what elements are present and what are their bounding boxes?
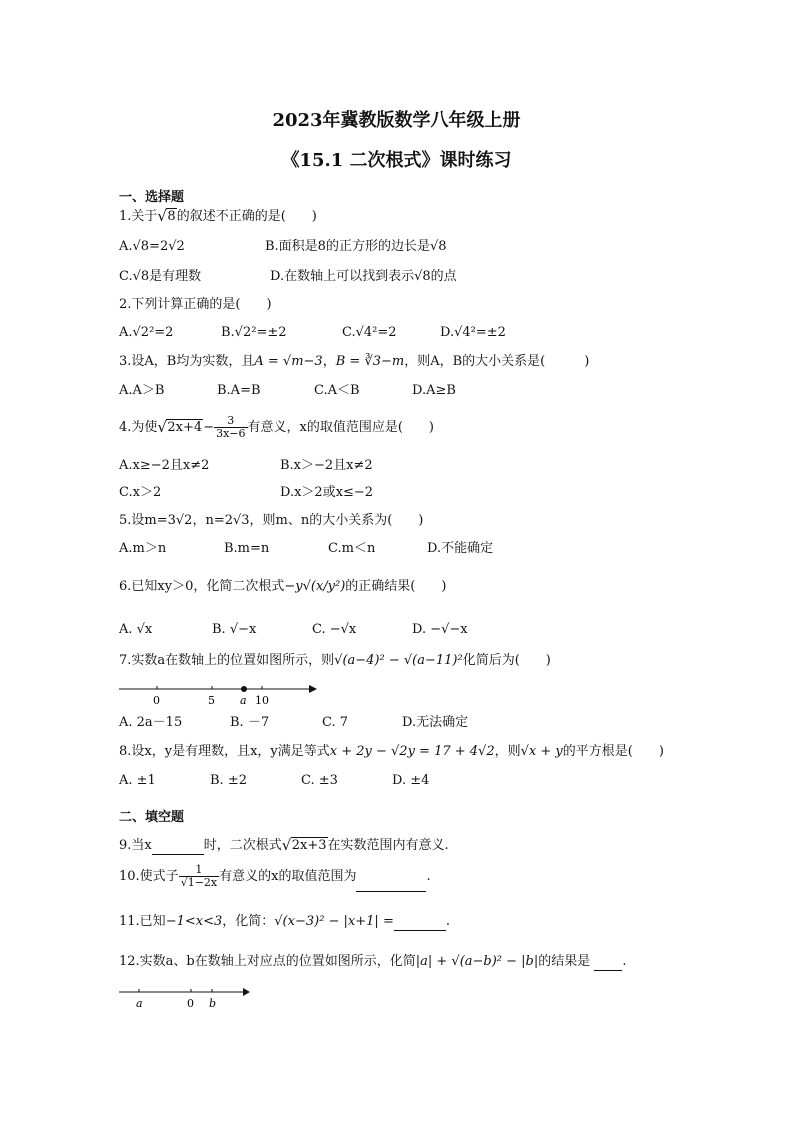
q6-option-c: C. −√x [312, 622, 357, 637]
q4-option-a: A.x≥−2且x≠2 [119, 458, 210, 473]
q3-stem-b: ，则A，B的大小关系是( ) [404, 354, 590, 369]
q6-option-b: B. √−x [212, 622, 257, 637]
q6-stem-a: 6.已知xy＞0，化简二次根式 [119, 579, 285, 594]
q10-stem-c: . [426, 869, 431, 884]
q8-equation: x + 2y − √2y = 17 + 4√2 [329, 744, 495, 759]
q7-label-10: 10 [255, 694, 269, 707]
q4-frac-den: 3x−6 [216, 427, 246, 440]
q10-frac-num: 1 [179, 864, 219, 877]
q11-expression: √(x−3)² − |x+1| = [274, 914, 394, 929]
q5-option-d: D.不能确定 [427, 541, 494, 556]
question-4: 4.为使 √ 2x+4− $\frac{3}{3x-6}$ 有意义，x的取值范围应是( ) [119, 414, 434, 440]
q3-option-c: C.A＜B [314, 383, 360, 398]
q10-stem-b: 有意义的x的取值范围为 [219, 869, 357, 884]
q1-radicand: 8 [167, 209, 176, 224]
question-11 [119, 913, 450, 931]
q2-option-d: D.√4²=±2 [440, 325, 506, 340]
q9-radicand: 2x+3 [291, 838, 327, 853]
q8-stem-c: 的平方根是( ) [562, 744, 664, 759]
q5-option-a: A.m＞n [119, 541, 167, 556]
q4-radicand: 2x+4 [167, 420, 203, 435]
q9-stem-b: 时，二次根式 [203, 838, 282, 853]
q12-stem-b: 的结果是 [538, 954, 591, 969]
q4-stem-b: 有意义，x的取值范围应是( ) [247, 420, 434, 435]
q7-expression: √(a−4)² − √(a−11)² [334, 653, 463, 668]
section-fill-heading: 二、填空题 [119, 810, 185, 825]
q1-stem-a: 1.关于 [119, 209, 158, 224]
q8-stem-a: 8.设x，y是有理数，且x，y满足等式 [119, 744, 330, 759]
question-10 [119, 862, 431, 892]
q6-option-a: A. √x [119, 622, 153, 637]
q7-number-line [119, 680, 319, 710]
question-3: 3.设A，B均为实数，且A = √m−3，B = ∛3−m，则A，B的大小关系是( ) [119, 354, 590, 369]
q8-option-c: C. ±3 [301, 773, 338, 788]
section-choice-heading: 一、选择题 [119, 190, 185, 205]
q11-stem-b: ，化简： [222, 914, 275, 929]
q1-option-c: C.√8是有理数 [119, 269, 202, 284]
q1-option-d: D.在数轴上可以找到表示√8的点 [270, 269, 457, 284]
q4-radical: √ 2x+4 [157, 418, 203, 436]
q12-label-b: b [209, 997, 217, 1010]
q4-frac-num: 3 [214, 415, 247, 428]
q11-stem-c: . [445, 914, 450, 929]
q8-option-b: B. ±2 [210, 773, 247, 788]
q8-option-d: D. ±4 [392, 773, 430, 788]
q4-option-d: D.x＞2或x≤−2 [280, 485, 374, 500]
q7-point-a [241, 686, 247, 692]
question-7 [119, 652, 551, 670]
q7-label-5: 5 [208, 694, 215, 707]
q7-label-a: a [240, 694, 247, 707]
q4-option-c: C.x＞2 [119, 485, 162, 500]
question-6 [119, 578, 446, 596]
q3-option-b: B.A=B [217, 383, 261, 398]
q9-stem-a: 9.当x [119, 838, 152, 853]
q5-option-c: C.m＜n [328, 541, 376, 556]
question-5: 5.设m=3√2，n=2√3，则m、n的大小关系为( ) [119, 513, 424, 528]
q12-stem-a: 12.实数a、b在数轴上对应点的位置如图所示，化简 [119, 954, 416, 969]
q8-stem-b: ，则 [494, 744, 521, 759]
question-8 [119, 743, 664, 761]
q7-option-c: C. 7 [322, 715, 349, 730]
q12-expression: |a| + √(a−b)² − |b| [415, 954, 539, 969]
q7-stem-a: 7.实数a在数轴上的位置如图所示，则 [119, 653, 335, 668]
q10-answer-blank[interactable] [356, 877, 426, 892]
q12-label-0: 0 [187, 997, 194, 1010]
q3-option-d: D.A≥B [412, 383, 456, 398]
question-1 [119, 208, 317, 226]
q3-expr-a: A = √m−3 [254, 354, 323, 369]
q12-answer-blank[interactable] [594, 956, 622, 971]
q7-label-0: 0 [153, 694, 160, 707]
q10-stem-a: 10.使式子 [119, 869, 179, 884]
q10-frac-den: √1−2x [180, 876, 218, 889]
q6-stem-b: 的正确结果( ) [345, 579, 447, 594]
q7-option-d: D.无法确定 [402, 715, 469, 730]
q9-radical: √ 2x+3 [281, 836, 327, 854]
document-title: 2023年冀教版数学八年级上册 [272, 110, 521, 131]
q6-expression: −y√(x/y²) [284, 579, 346, 594]
q2-option-a: A.√2²=2 [119, 325, 174, 340]
q12-label-a: a [136, 997, 143, 1010]
q7-stem-b: 化简后为( ) [462, 653, 551, 668]
q4-stem-a: 4.为使 [119, 420, 158, 435]
q8-expression: √x + y [520, 744, 563, 759]
q3-expr-b: B = ∛3−m [335, 354, 405, 369]
q11-condition: −1<x<3 [165, 914, 223, 929]
q9-answer-blank[interactable] [152, 840, 204, 855]
q7-option-b: B. －7 [230, 715, 270, 730]
q4-fraction [214, 415, 247, 440]
q7-option-a: A. 2a－15 [119, 715, 183, 730]
q3-stem-a: 3.设A，B均为实数，且 [119, 354, 255, 369]
q6-option-d: D. −√−x [412, 622, 468, 637]
q10-fraction [179, 864, 219, 889]
q11-answer-blank[interactable] [394, 916, 446, 931]
q1-stem-c: 的叙述不正确的是( ) [176, 209, 317, 224]
question-12 [119, 953, 627, 971]
q8-option-a: A. ±1 [119, 773, 156, 788]
q2-option-b: B.√2²=±2 [221, 325, 287, 340]
question-9 [119, 837, 449, 855]
q9-stem-c: 在实数范围内有意义. [327, 838, 449, 853]
q5-option-b: B.m=n [224, 541, 270, 556]
q1-option-b: B.面积是8的正方形的边长是√8 [265, 239, 447, 254]
q1-option-a: A.√8=2√2 [119, 239, 185, 254]
q12-number-line [119, 982, 259, 1012]
sqrt-8-radical: √ 8 [157, 207, 176, 225]
q2-option-c: C.√4²=2 [342, 325, 397, 340]
q3-option-a: A.A＞B [119, 383, 165, 398]
q11-stem-a: 11.已知 [119, 914, 166, 929]
q12-stem-c: . [622, 954, 627, 969]
document-subtitle: 《15.1 二次根式》课时练习 [281, 150, 512, 171]
q4-option-b: B.x＞−2且x≠2 [280, 458, 373, 473]
question-2: 2.下列计算正确的是( ) [119, 297, 272, 312]
